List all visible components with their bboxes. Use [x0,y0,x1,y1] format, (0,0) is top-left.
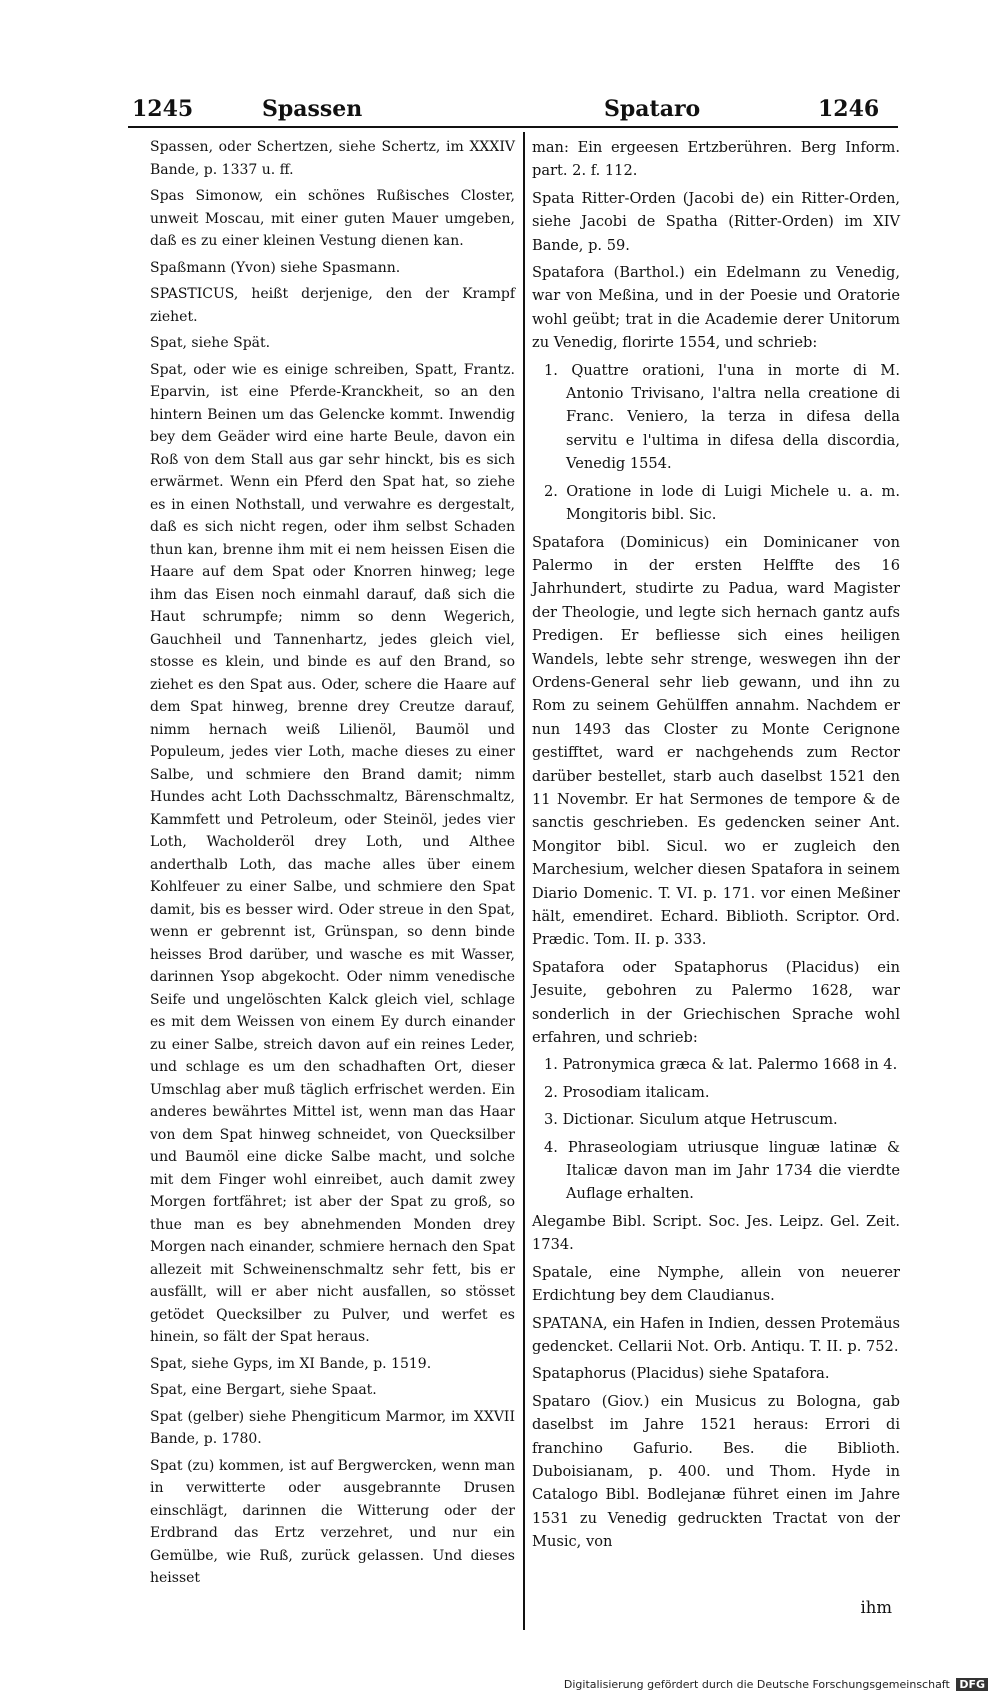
dictionary-entry: SPATANA, ein Hafen in Indien, dessen Protemäus gedencket. Cellarii Not. Orb. Antiqu. T. II. p. 752. [532,1314,900,1355]
dictionary-entry: Spatafora oder Spataphorus (Placidus) ein Jesuite, gebohren zu Palermo 1628, war sonderlich in der Griechischen Sprache wohl erfahren, und schrieb: [532,958,900,1047]
numbered-work-item: 3. Dictionar. Siculum atque Hetruscum. [544,1111,838,1129]
header-rule [128,126,898,128]
dictionary-entry: Spat (gelber) siehe Phengiticum Marmor, im XXVII Bande, p. 1780. [150,1408,515,1447]
dictionary-entry: Spataphorus (Placidus) siehe Spatafora. [532,1365,830,1383]
footer-text: Digitalisierung gefördert durch die Deutsche Forschungsgemeinschaft [563,1678,950,1691]
left-column [150,136,515,1594]
dictionary-entry: Spat, eine Bergart, siehe Spaat. [150,1382,377,1398]
dictionary-entry: man: Ein ergeesen Ertzberühren. Berg Inform. part. 2. f. 112. [532,139,900,180]
dictionary-entry: Spat, siehe Spät. [150,335,271,351]
footer-credit [564,1678,988,1691]
right-column [532,136,900,1558]
numbered-work-item: 2. Oratione in lode di Luigi Michele u. a. m. Mongitoris bibl. Sic. [544,482,900,524]
dictionary-entry: Spataro (Giov.) ein Musicus zu Bologna, gab daselbst im Jahre 1521 heraus: Errori di franchino Gafurio. Bes. die Biblioth. Duboisianam, p. 400. und Thom. Hyde in Catalogo Bibl. Bodlejanæ führet einen im Jahre 1531 zu Venedig gedruckten Tractat von der Music, von [532,1392,900,1551]
column-divider [523,132,525,1630]
dictionary-entry: Spatafora (Barthol.) ein Edelmann zu Venedig, war von Meßina, und in der Poesie und Oratorie wohl geübt; trat in die Academie derer Unitorum zu Venedig, florirte 1554, und schrieb: [532,264,900,352]
dfg-logo: DFG [956,1678,988,1691]
dictionary-entry: Spat (zu) kommen, ist auf Bergwercken, wenn man in verwitterte oder ausgebrannte Drusen einschlägt, darinnen die Witterung oder der Erdbrand das Ertz verzehret, und nur ein Gemülbe, wie Ruß, zurück gelassen. Und dieses heisset [150,1457,515,1586]
dictionary-entry: Spat, oder wie es einige schreiben, Spatt, Frantz. Eparvin, ist eine Pferde-Kranckheit, so an den hintern Beinen um das Gelencke kommt. Inwendig bey dem Geäder wird eine harte Beule, davon ein Roß von dem Stall aus gar sehr hinckt, bis es sich erwärmet. Wenn ein Pferd den Spat hat, so ziehe es in einen Nothstall, und verwahre es dergestalt, daß es sich nicht regen, oder ihm selbst Schaden thun kan, brenne ihm mit ei nem heissen Eisen die Haare auf dem Spat oder Knorren hinweg; lege ihm das Eisen noch einmahl darauf, daß sich die Haut schrumpfe; nimm so denn Wegerich, Gauchheil und Tannenhartz, jedes gleich viel, stosse es klein, und binde es auf den Brand, so ziehet es den Spat aus. Oder, schere die Haare auf dem Spat hinweg, brenne drey Creutze darauf, nimm hernach weiß Lilienöl, Baumöl und Populeum, jedes vier Loth, mache dieses zu einer Salbe, und schmiere den Brand damit; nimm Hundes acht Loth Dachsschmaltz, Bärenschmaltz, Kammfett und Petroleum, oder Steinöl, jedes vier Loth, Wacholderöl drey Loth, und Althee anderthalb Loth, das mache alles über einem Kohlfeuer zu einer Salbe, und schmiere den Spat damit, bis es besser wird. Oder streue in den Spat, wenn er gebrennt ist, Grünspan, so denn binde heisses Brod darüber, und wasche es mit Wasser, darinnen Ysop abgekocht. Oder nimm venedische Seife und ungelöschten Kalck gleich viel, schlage es mit dem Weissen von einem Ey durch einander zu einer Salbe, streich davon auf ein reines Leder, und schlage es um den schadhaften Ort, dieser Umschlag aber muß täglich erfrischet werden. Ein anderes bewährtes Mittel ist, wenn man das Haar von dem Spat hinweg schneidet, von Quecksilber und Baumöl eine dicke Salbe macht, und solche mit dem Finger wohl einreibet, auch damit zwey Morgen fortfähret; ist aber der Spat zu groß, so thue man es bey abnehmenden Monden drey Morgen nach einander, schmiere hernach den Spat allezeit mit Schweinenschmaltz sehr fett, bis er ausfällt, will er aber nicht ausfallen, so stösset getödet Quecksilber zu Pulver, und werfet es hinein, so fält der Spat heraus. [150,361,515,1345]
numbered-work-item: 1. Patronymica græca & lat. Palermo 1668 in 4. [544,1056,898,1074]
dictionary-entry: Spata Ritter-Orden (Jacobi de) ein Ritter-Orden, siehe Jacobi de Spatha (Ritter-Orden) im XIV Bande, p. 59. [532,189,900,254]
left-running-head: Spassen [262,96,363,122]
right-page-number: 1246 [818,96,880,122]
numbered-work-item: 4. Phraseologiam utriusque linguæ latinæ & Italicæ davon man im Jahr 1734 die vierdte Auflage erhalten. [544,1138,900,1203]
dictionary-entry: Spaßmann (Yvon) siehe Spasmann. [150,259,401,276]
dictionary-entry: Spatafora (Dominicus) ein Dominicaner von Palermo in der ersten Helffte des 16 Jahrhundert, studirte zu Padua, ward Magister der Theologie, und legte sich hernach gantz aufs Predigen. Er befliesse sich eines heiligen Wandels, lebte sehr strenge, weswegen ihn der Ordens-General sehr lieb gewann, und ihn zu Rom zu seinem Gehülffen annahm. Nachdem er nun 1493 das Closter zu Monte Cerignone gestifftet, ward er nachgehends zum Rector darüber bestellet, starb auch daselbst 1521 den 11 Novembr. Er hat Sermones de tempore & de sanctis geschrieben. Es gedencken seiner Ant. Mongitor bibl. Sicul. wo er zugleich den Marchesium, welcher diesen Spatafora in seinem Diario Domenic. T. VI. p. 171. vor einen Meßiner hält, emendiret. Echard. Biblioth. Scriptor. Ord. Prædic. Tom. II. p. 333. [532,533,900,949]
numbered-work-item: 2. Prosodiam italicam. [544,1083,710,1101]
numbered-work-item: 1. Quattre orationi, l'una in morte di M. Antonio Trivisano, l'altra nella creatione di Franc. Veniero, la terza in difesa della servitu e l'ultima in difesa della discordia, Venedig 1554. [544,361,900,473]
dictionary-entry: Spassen, oder Schertzen, siehe Schertz, im XXXIV Bande, p. 1337 u. ff. [150,139,515,178]
dictionary-entry: Spat, siehe Gyps, im XI Bande, p. 1519. [150,1355,432,1372]
dictionary-entry: SPASTICUS, heißt derjenige, den der Krampf ziehet. [150,286,515,325]
dictionary-entry: Spatale, eine Nymphe, allein von neuerer Erdichtung bey dem Claudianus. [532,1263,900,1305]
catchword: ihm [860,1598,892,1617]
dictionary-entry: Spas Simonow, ein schönes Rußisches Closter, unweit Moscau, mit einer guten Mauer umgeben, daß es zu einer kleinen Vestung dienen kan. [150,188,515,249]
dictionary-entry: Alegambe Bibl. Script. Soc. Jes. Leipz. Gel. Zeit. 1734. [532,1212,900,1254]
left-page-number: 1245 [132,96,194,122]
right-running-head: Spataro [604,96,701,122]
